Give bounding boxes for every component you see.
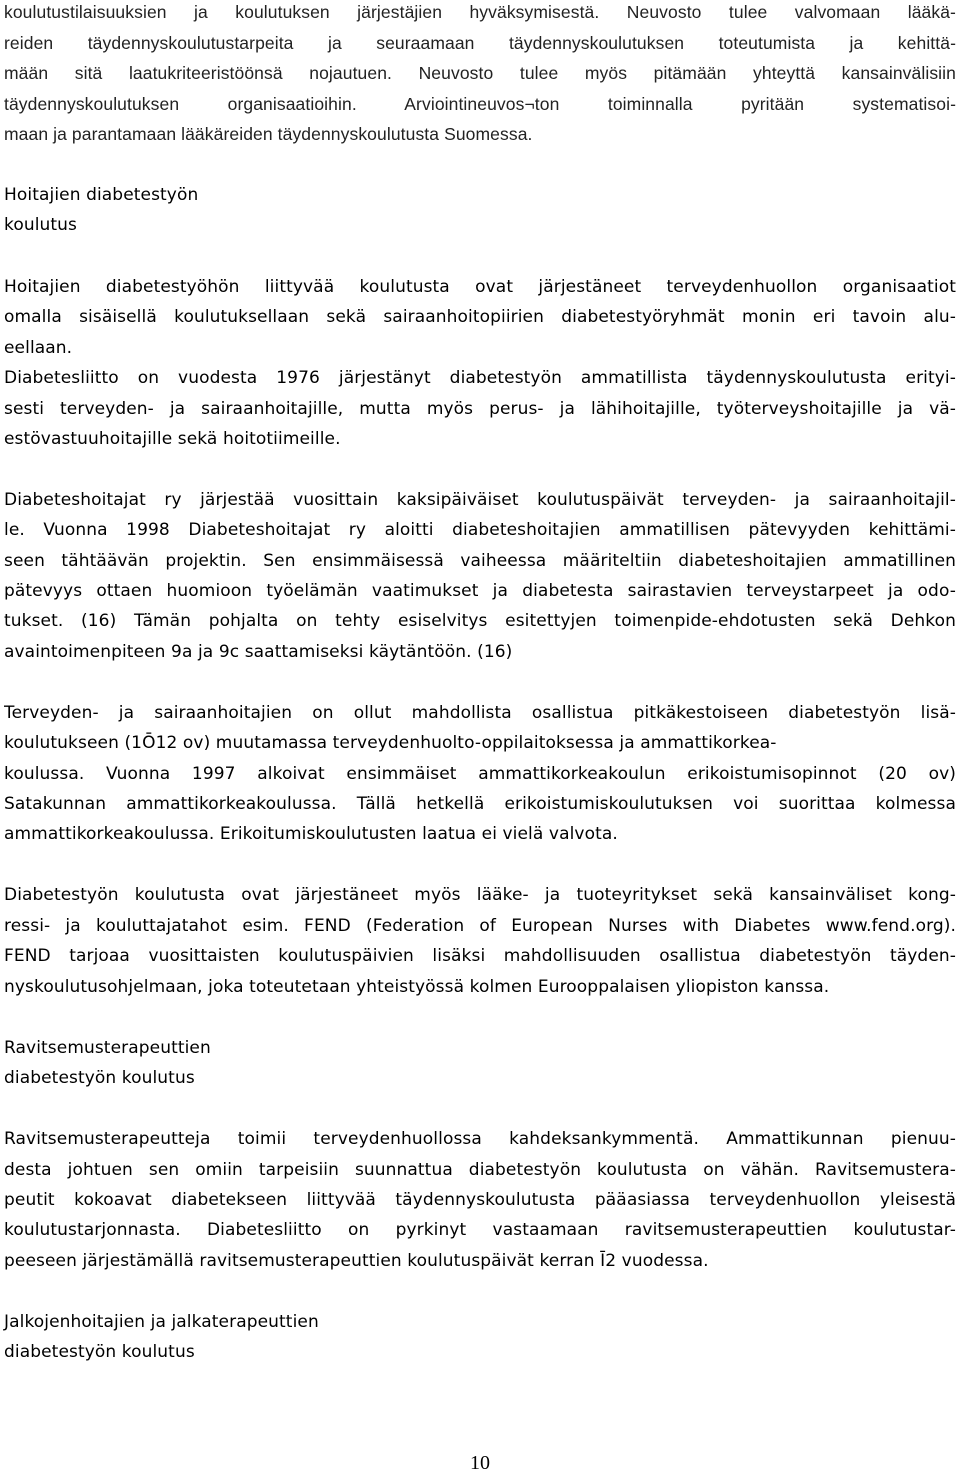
text-line: maan ja parantamaan lääkäreiden täydennyskoulutusta Suomessa. bbox=[4, 124, 533, 144]
text-line: omalla sisäisellä koulutuksellaan sekä sairaanhoitopiirien diabetestyöryhmät monin eri tavoin alu- bbox=[4, 307, 956, 327]
text-line: ammattikorkeakoulussa. Erikoitumiskoulutusten laatua ei vielä valvota. bbox=[4, 824, 618, 844]
text-line: eellaan. bbox=[4, 338, 73, 358]
heading-line: Hoitajien diabetestyön bbox=[4, 185, 199, 205]
text-line: Ravitsemusterapeutteja toimii terveydenhuollossa kahdeksankymmentä. Ammattikunnan pienuu- bbox=[4, 1129, 956, 1149]
page-number: 10 bbox=[470, 1452, 490, 1474]
text-line: desta johtuen sen omiin tarpeisiin suunnattua diabetestyön koulutusta on vähän. Ravitsemustera- bbox=[4, 1160, 956, 1180]
text-line: ressi- ja kouluttajatahot esim. FEND (Federation of European Nurses with Diabetes www.fend.org). bbox=[4, 916, 956, 936]
text-line: Satakunnan ammattikorkeakoulussa. Tällä hetkellä erikoistumiskoulutuksen voi suorittaa kolmessa bbox=[4, 794, 956, 814]
text-line: Diabetestyön koulutusta ovat järjestäneet myös lääke- ja tuoteyritykset sekä kansainväliset kong- bbox=[4, 885, 956, 905]
text-line: mään sitä laatukriteeristöönsä nojautuen. Neuvosto tulee myös pitämään yhteyttä kansainvälisiin bbox=[4, 63, 956, 83]
text-line: estövastuuhoitajille sekä hoitotiimeille. bbox=[4, 429, 341, 449]
text-line: peeseen järjestämällä ravitsemusterapeuttien koulutuspäivät kerran Ī2 vuodessa. bbox=[4, 1251, 709, 1271]
heading-line: Ravitsemusterapeuttien bbox=[4, 1038, 211, 1058]
text-line: Terveyden- ja sairaanhoitajien on ollut mahdollista osallistua pitkäkestoiseen diabetestyön lisä- bbox=[4, 703, 956, 723]
text-line: le. Vuonna 1998 Diabeteshoitajat ry aloitti diabeteshoitajien ammatillisen pätevyyden kehittämi- bbox=[4, 520, 956, 540]
text-line: täydennyskoulutuksen organisaatioihin. Arviointineuvos¬ton toiminnalla pyritään systematisoi- bbox=[4, 94, 956, 114]
heading-line: Jalkojenhoitajien ja jalkaterapeuttien bbox=[4, 1312, 319, 1332]
text-line: koulussa. Vuonna 1997 alkoivat ensimmäiset ammattikorkeakoulun erikoistumisopinnot (20 ov) bbox=[4, 764, 956, 784]
text-line: tukset. (16) Tämän pohjalta on tehty esiselvitys esitettyjen toimenpide-ehdotusten sekä Dehkon bbox=[4, 611, 956, 631]
text-line: sesti terveyden- ja sairaanhoitajille, mutta myös perus- ja lähihoitajille, työterveyshoitajille ja vä- bbox=[4, 399, 956, 419]
text-line: Hoitajien diabetestyöhön liittyvää koulutusta ovat järjestäneet terveydenhuollon organisaatiot bbox=[4, 277, 956, 297]
text-line: koulutustarjonnasta. Diabetesliitto on pyrkinyt vastaamaan ravitsemusterapeuttien koulutustar- bbox=[4, 1220, 956, 1240]
text-line: Diabetesliitto on vuodesta 1976 järjestänyt diabetestyön ammatillista täydennyskoulutusta erityi- bbox=[4, 368, 956, 388]
text-line: koulutukseen (1Ō12 ov) muutamassa terveydenhuolto-oppilaitoksessa ja ammattikorkea- bbox=[4, 733, 777, 753]
heading-line: diabetestyön koulutus bbox=[4, 1068, 195, 1088]
text-line: Diabeteshoitajat ry järjestää vuosittain kaksipäiväiset koulutuspäivät terveyden- ja sairaanhoitajil- bbox=[4, 490, 956, 510]
text-line: FEND tarjoaa vuosittaisten koulutuspäivien lisäksi mahdollisuuden osallistua diabetestyön täyden- bbox=[4, 946, 956, 966]
text-line: pätevyys ottaen huomioon työelämän vaatimukset ja diabetesta sairastavien terveystarpeet ja odo- bbox=[4, 581, 956, 601]
text-line: peutit kokoavat diabetekseen liittyvää täydennyskoulutusta pääasiassa terveydenhuollon yleisestä bbox=[4, 1190, 956, 1210]
text-line: avaintoimenpiteen 9a ja 9c saattamiseksi käytäntöön. (16) bbox=[4, 642, 513, 662]
text-line: seen tähtäävän projektin. Sen ensimmäisessä vaiheessa määriteltiin diabeteshoitajien ammatillinen bbox=[4, 551, 956, 571]
heading-line: koulutus bbox=[4, 215, 78, 235]
text-line: koulutustilaisuuksien ja koulutuksen järjestäjien hyväksymisestä. Neuvosto tulee valvomaan lääkä- bbox=[4, 2, 956, 22]
heading-line: diabetestyön koulutus bbox=[4, 1342, 195, 1362]
text-line: reiden täydennyskoulutustarpeita ja seuraamaan täydennyskoulutuksen toteutumista ja kehittä- bbox=[4, 33, 956, 53]
text-line: nyskoulutusohjelmaan, joka toteutetaan yhteistyössä kolmen Eurooppalaisen yliopiston kanssa. bbox=[4, 977, 830, 997]
